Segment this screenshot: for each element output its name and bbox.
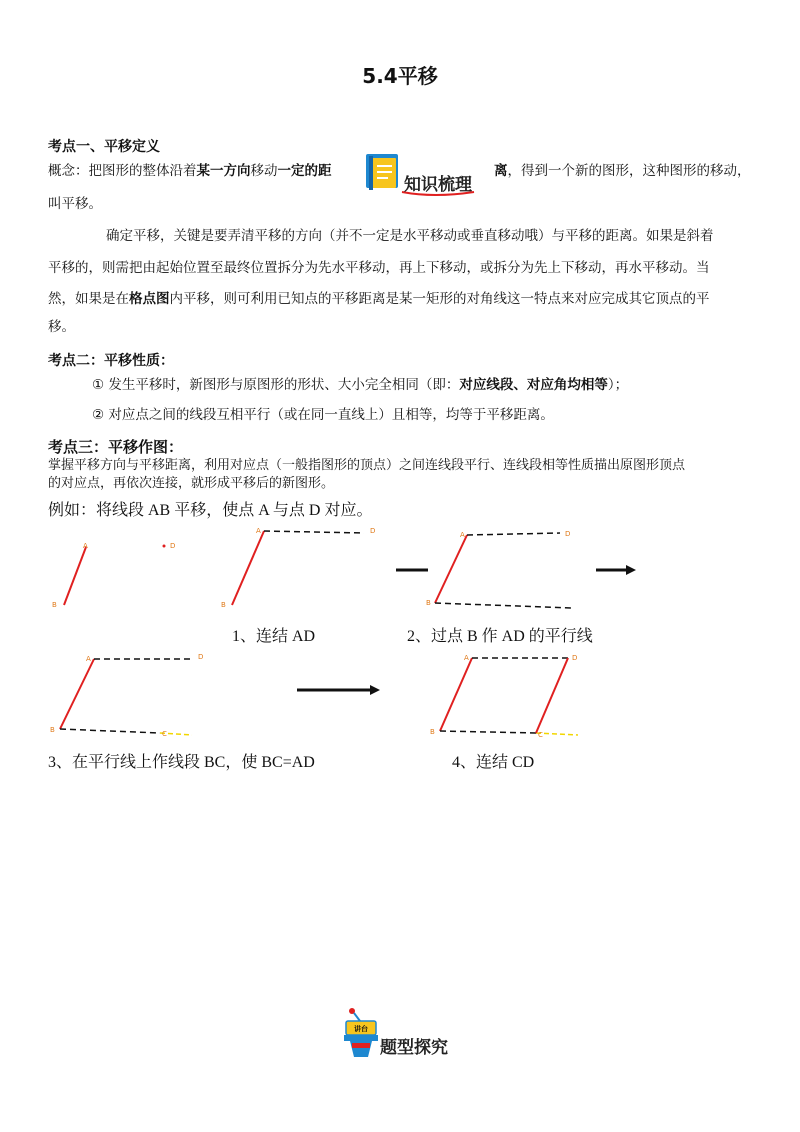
- arrow-2: [596, 565, 636, 575]
- page-title: 5.4平移: [362, 64, 438, 88]
- arrow-3: [297, 685, 380, 695]
- segment-bc: [60, 729, 160, 733]
- label-a: A: [256, 527, 261, 535]
- para-line1: 确定平移，关键是要弄清平移的方向（并不一定是水平移动或垂直移动哦）与平移的距离。如果是斜着: [106, 228, 714, 244]
- label-c: C: [538, 731, 543, 739]
- para-line3-bold: 格点图: [129, 291, 170, 307]
- concept-bold-direction: 某一方向: [196, 163, 251, 179]
- caption-step3: 3、在平行线上作线段 BC，使 BC=AD: [48, 754, 315, 771]
- label-a: A: [83, 542, 88, 550]
- segment-ad: [264, 531, 364, 533]
- figure-step2: [426, 530, 572, 608]
- property-item1-post: ）；: [607, 377, 629, 393]
- concept-line-right: [494, 157, 751, 186]
- label-a: A: [460, 531, 465, 539]
- label-a: A: [86, 655, 91, 663]
- podium-label: 讲台: [354, 1025, 368, 1033]
- badge-label: 知识梳理: [404, 175, 472, 195]
- section1-heading: 考点一、平移定义: [48, 139, 160, 155]
- para-line3-pre: 然，如果是在: [48, 291, 129, 307]
- segment-ab: [440, 658, 472, 731]
- caption-step4: 4、连结 CD: [452, 754, 535, 771]
- construction-figures: [0, 515, 800, 775]
- label-b: B: [430, 728, 435, 736]
- badge-label: 题型探究: [380, 1038, 448, 1058]
- label-b: B: [52, 601, 57, 609]
- label-d: D: [370, 527, 376, 535]
- method-line2: 的对应点，再依次连接，就形成平移后的新图形。: [48, 476, 335, 491]
- knowledge-badge: [364, 152, 494, 198]
- figure-step4: [430, 654, 578, 739]
- property-item1-pre: ① 发生平移时，新图形与原图形的形状、大小完全相同（即：: [92, 377, 460, 393]
- segment-ab: [64, 547, 86, 605]
- segment-bc: [440, 731, 536, 733]
- concept-line2: 叫平移。: [48, 196, 102, 212]
- figure-original: [52, 542, 175, 609]
- property-item1-bold: 对应线段、对应角均相等: [459, 377, 608, 393]
- figure-step1: [221, 527, 375, 609]
- concept-bold-li: 离: [494, 163, 508, 179]
- section2-heading: 考点二：平移性质：: [48, 353, 174, 369]
- property-item1: [92, 371, 628, 400]
- figure-step3: [50, 653, 203, 738]
- para-line3-post: 内平移，则可利用已知点的平移距离是某一矩形的对角线这一特点来对应完成其它顶点的平: [169, 291, 710, 307]
- segment-ad: [467, 533, 560, 535]
- concept-mid: 移动: [250, 163, 278, 179]
- point-d: [163, 545, 166, 548]
- para-line3: [48, 285, 710, 314]
- example-text: 例如：将线段 AB 平移，使点 A 与点 D 对应。: [48, 502, 373, 519]
- segment-ab: [232, 531, 264, 605]
- property-item2: ② 对应点之间的线段互相平行（或在同一直线上）且相等，均等于平移距离。: [92, 407, 554, 423]
- label-b: B: [221, 601, 226, 609]
- method-line1: 掌握平移方向与平移距离，利用对应点（一般指图形的顶点）之间连线段平行、连线段相等性质描出原图形顶点: [48, 458, 686, 473]
- concept-line: [48, 157, 368, 186]
- parallel-line: [435, 603, 572, 608]
- label-d: D: [565, 530, 571, 538]
- question-type-badge: [338, 1003, 468, 1063]
- section3-heading: 考点三：平移作图：: [48, 438, 184, 456]
- label-b: B: [426, 599, 431, 607]
- label-d: D: [572, 654, 578, 662]
- segment-cd: [536, 658, 568, 733]
- label-d: D: [198, 653, 204, 661]
- caption-step2: 2、过点 B 作 AD 的平行线: [407, 628, 593, 645]
- para-line4: 移。: [48, 319, 75, 335]
- segment-ab: [60, 659, 94, 729]
- segment-ab: [435, 535, 467, 603]
- concept-bold-distance: 一定的距: [277, 163, 332, 179]
- label-a: A: [464, 654, 469, 662]
- caption-step1: 1、连结 AD: [232, 628, 316, 645]
- concept-prefix: 概念：把图形的整体沿着: [48, 163, 197, 179]
- label-c: C: [162, 730, 167, 738]
- para-line2: 平移的，则需把由起始位置至最终位置拆分为先水平移动，再上下移动，或拆分为先上下移动，再水平移动。当: [48, 260, 710, 276]
- label-b: B: [50, 726, 55, 734]
- label-d: D: [170, 542, 176, 550]
- concept-suffix: ，得到一个新的图形，这种图形的移动，: [507, 163, 751, 179]
